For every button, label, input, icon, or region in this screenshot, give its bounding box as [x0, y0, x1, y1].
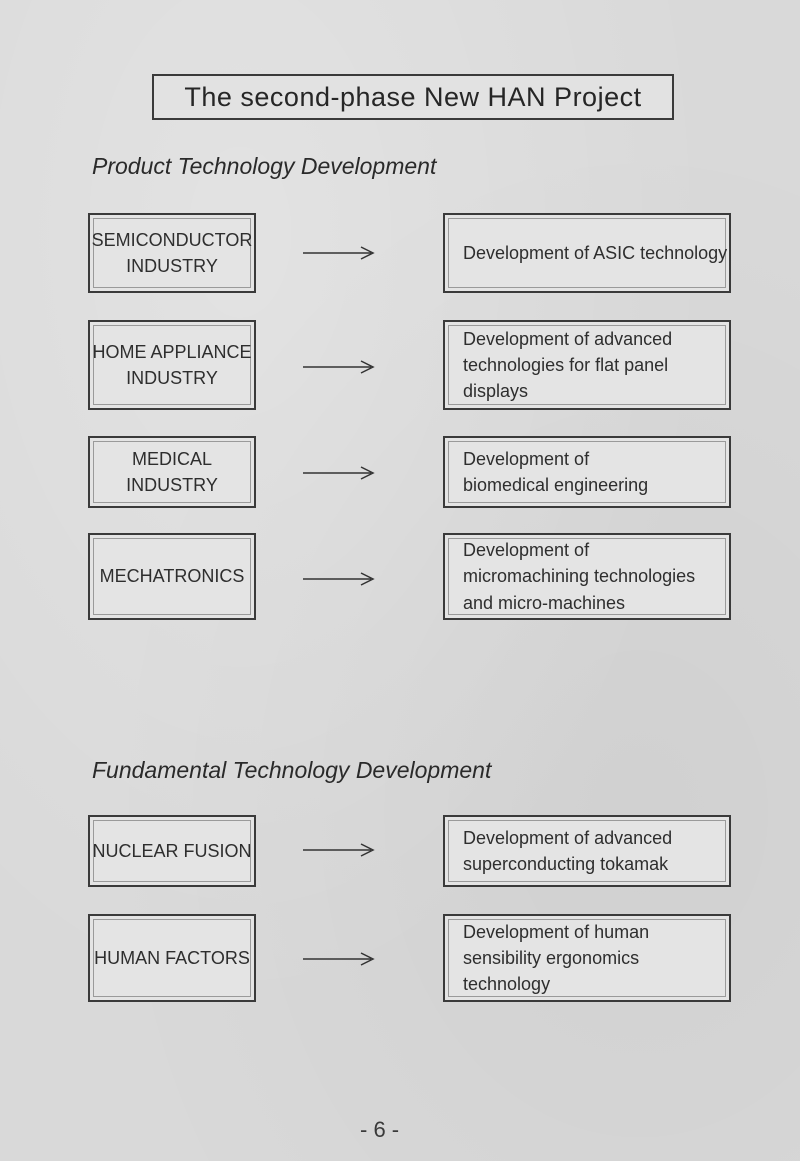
arrow-right-icon: [303, 466, 375, 480]
box-label-line: NUCLEAR FUSION: [92, 840, 252, 861]
medical-industry-box: [88, 436, 256, 508]
arrow-right-icon: [303, 572, 375, 586]
box-label-line: Development of: [463, 448, 590, 469]
arrow-right-icon: [303, 246, 375, 260]
box-label-line: Development of human: [463, 921, 650, 942]
box-label-line: superconducting tokamak: [463, 854, 669, 874]
arrow-right-icon: [303, 843, 375, 857]
box-label-line: technologies for flat panel displays: [463, 354, 669, 402]
page-title: [152, 74, 674, 120]
page-title-text: The second-phase New HAN Project: [184, 81, 642, 112]
arrow-right-icon: [303, 952, 375, 966]
box-label-line: MECHATRONICS: [99, 566, 245, 587]
box-label-line: SEMICONDUCTOR: [91, 229, 253, 250]
home-appliance-industry-box: [88, 320, 256, 410]
box-label-line: and micro-machines: [463, 592, 626, 613]
biomedical-engineering-box: [443, 436, 731, 508]
flat-panel-display-box: [443, 320, 731, 410]
box-label-line: Development of advanced: [463, 827, 673, 848]
ergonomics-box: [443, 914, 731, 1002]
box-label-line: Development of advanced: [463, 328, 673, 349]
tokamak-box: [443, 815, 731, 887]
asic-technology-box: [443, 213, 731, 293]
product-section-heading: Product Technology Development: [92, 153, 437, 179]
box-label-line: INDUSTRY: [126, 368, 218, 388]
box-label-line: INDUSTRY: [126, 256, 218, 276]
box-label-line: sensibility ergonomics technology: [463, 947, 640, 995]
box-label-line: micromachining technologies: [463, 566, 696, 587]
box-label-line: MEDICAL INDUSTRY: [126, 448, 218, 495]
nuclear-fusion-box: [88, 815, 256, 887]
page-number: - 6 -: [360, 1117, 400, 1142]
box-label-line: Development of: [463, 540, 590, 561]
box-label-line: biomedical engineering: [463, 475, 649, 495]
box-label-line: HUMAN FACTORS: [94, 947, 250, 968]
mechatronics-box: [88, 533, 256, 620]
box-label-line: Development of ASIC technology: [463, 242, 728, 263]
human-factors-box: [88, 914, 256, 1002]
arrow-right-icon: [303, 360, 375, 374]
fundamental-section-heading: Fundamental Technology Development: [92, 757, 492, 783]
box-label-line: HOME APPLIANCE: [92, 341, 252, 362]
semiconductor-industry-box: [88, 213, 256, 293]
micromachining-box: [443, 533, 731, 620]
